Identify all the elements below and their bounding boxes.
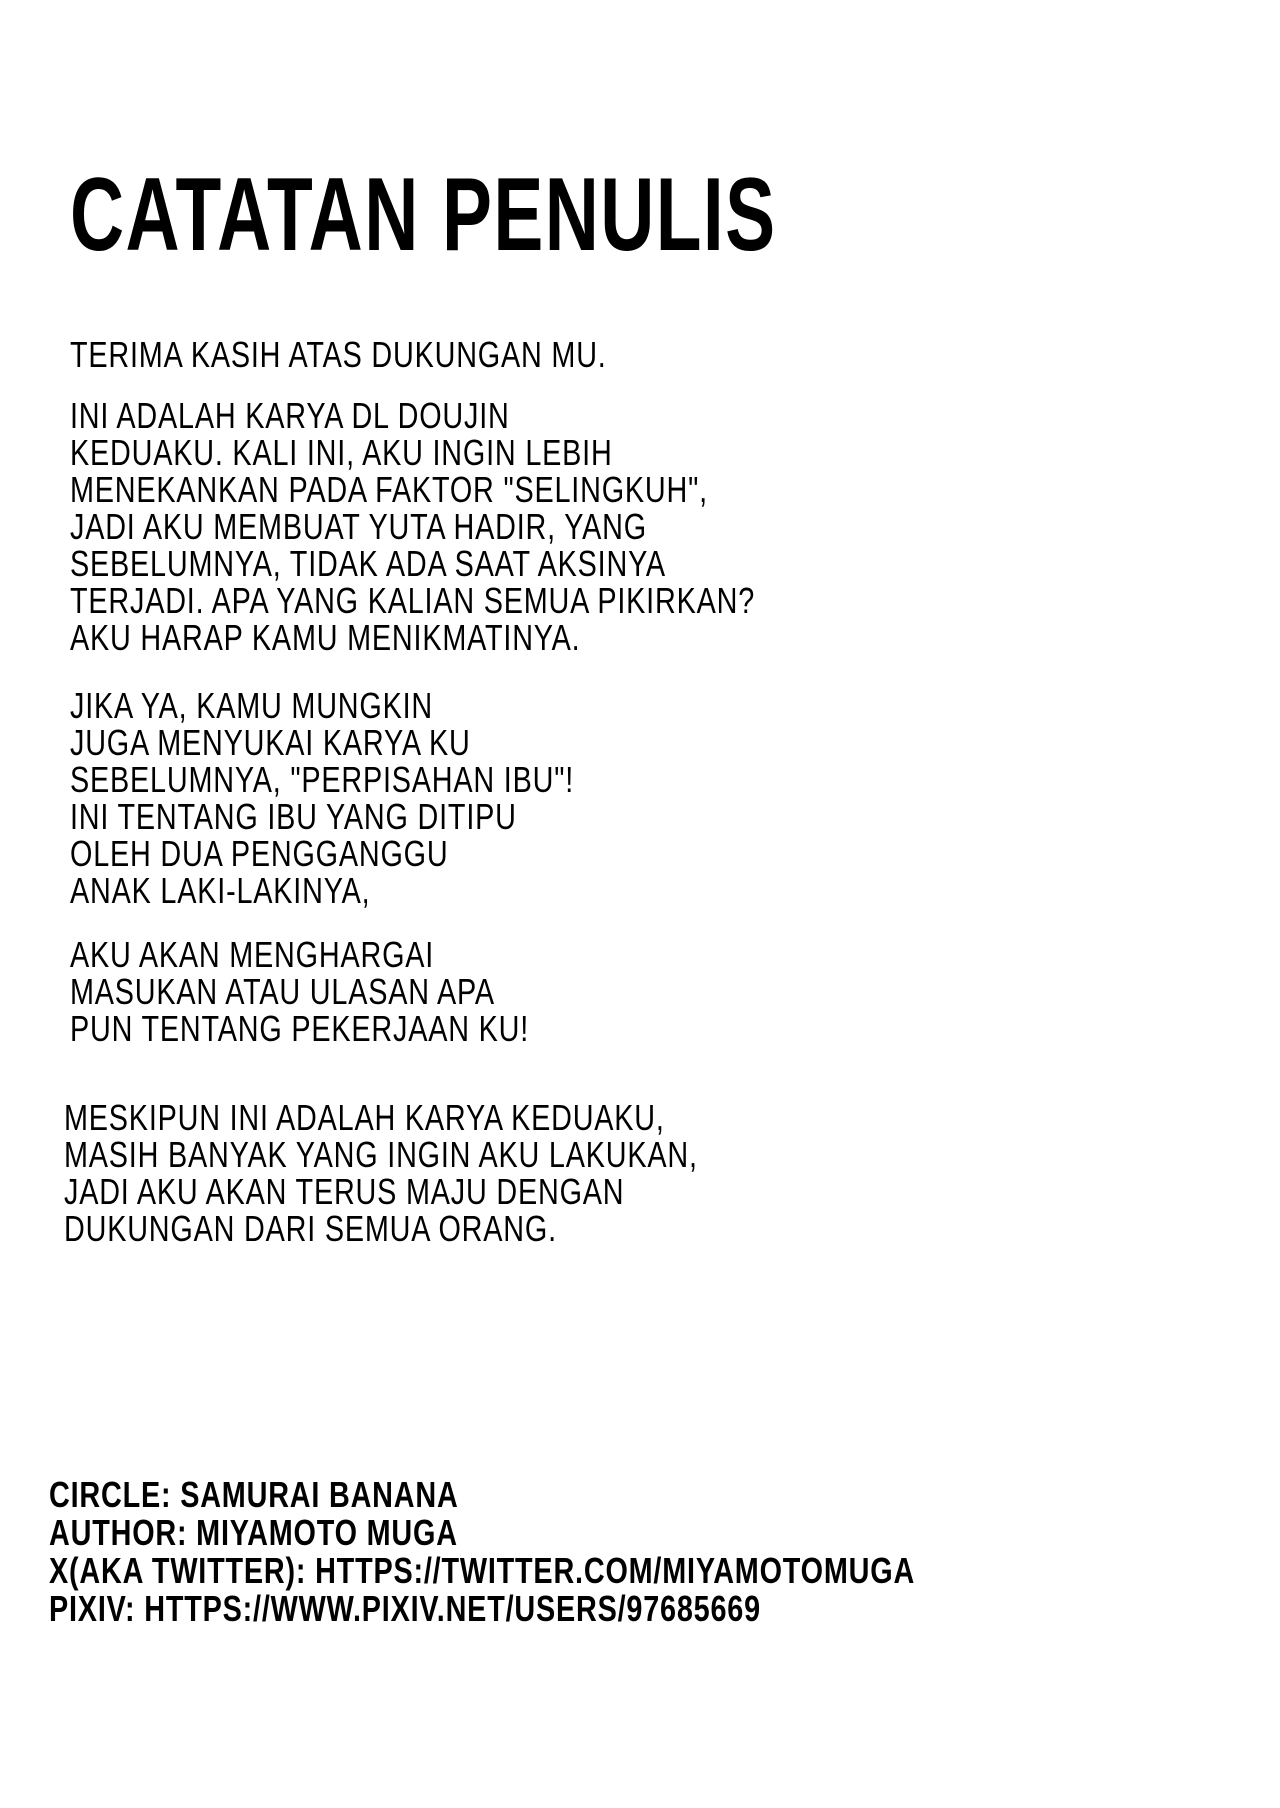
paragraph-thanks [70, 336, 741, 373]
credit-twitter: X(AKA TWITTER): HTTPS://TWITTER.COM/MIYAMOTOMUGA [49, 1550, 916, 1591]
text-line: JIKA YA, KAMU MUNGKIN [70, 685, 434, 726]
text-line: JUGA MENYUKAI KARYA KU [70, 722, 471, 763]
text-line: DUKUNGAN DARI SEMUA ORANG. [64, 1208, 557, 1249]
text-line: SEBELUMNYA, "PERPISAHAN IBU"! [70, 759, 575, 800]
text-line: AKU HARAP KAMU MENIKMATINYA. [70, 617, 581, 658]
paragraph-previous-work [70, 687, 700, 909]
text-line: PUN TENTANG PEKERJAAN KU! [70, 1008, 530, 1049]
text-line: MASIH BANYAK YANG INGIN AKU LAKUKAN, [64, 1134, 698, 1175]
credit-author: AUTHOR: MIYAMOTO MUGA [49, 1512, 458, 1553]
text-line: TERJADI. APA YANG KALIAN SEMUA PIKIRKAN? [70, 580, 756, 621]
credit-pixiv: PIXIV: HTTPS://WWW.PIXIV.NET/USERS/97685669 [49, 1588, 761, 1629]
text-line: SEBELUMNYA, TIDAK ADA SAAT AKSINYA [70, 543, 666, 584]
page-title: CATATAN PENULIS [70, 157, 777, 273]
paragraph-closing [64, 1099, 856, 1247]
text-line: INI ADALAH KARYA DL DOUJIN [70, 395, 510, 436]
credit-circle: CIRCLE: SAMURAI BANANA [49, 1474, 459, 1515]
text-line: MESKIPUN INI ADALAH KARYA KEDUAKU, [64, 1097, 665, 1138]
text-line: AKU AKAN MENGHARGAI [70, 934, 435, 975]
text-line: JADI AKU MEMBUAT YUTA HADIR, YANG [70, 506, 647, 547]
text-line: TERIMA KASIH ATAS DUKUNGAN MU. [70, 334, 607, 375]
text-line: MASUKAN ATAU ULASAN APA [70, 971, 495, 1012]
text-line: MENEKANKAN PADA FAKTOR "SELINGKUH", [70, 469, 708, 510]
paragraph-about-work [70, 397, 926, 656]
text-line: ANAK LAKI-LAKINYA, [70, 870, 371, 911]
paragraph-feedback [70, 936, 644, 1047]
text-line: OLEH DUA PENGGANGGU [70, 833, 449, 874]
credits [49, 1476, 1132, 1628]
text-line: KEDUAKU. KALI INI, AKU INGIN LEBIH [70, 432, 613, 473]
text-line: JADI AKU AKAN TERUS MAJU DENGAN [64, 1171, 625, 1212]
text-line: INI TENTANG IBU YANG DITIPU [70, 796, 517, 837]
